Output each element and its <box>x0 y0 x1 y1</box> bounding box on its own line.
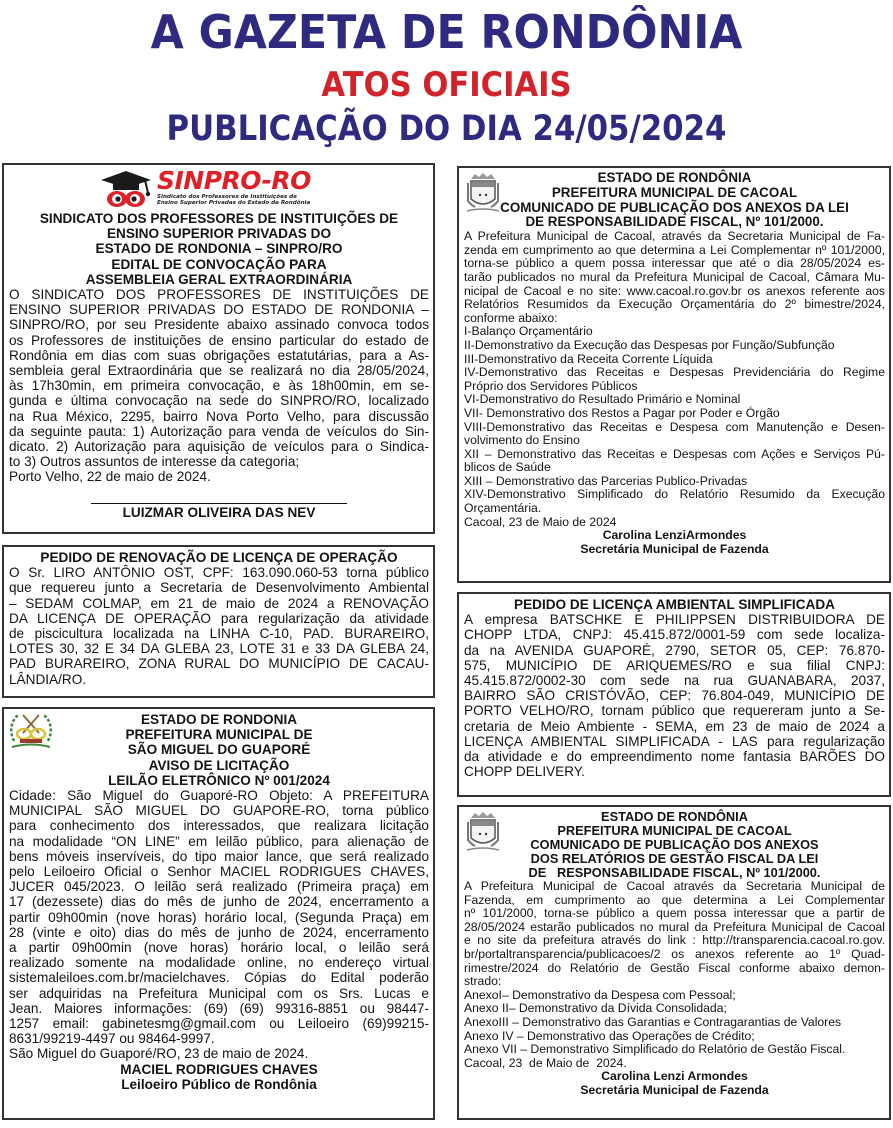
text-line: cretaria de Meio Ambiente - SEMA, em 23 de maio de 2024 a <box>464 718 885 734</box>
sinpro-logo-wordmark: SINPRO-RO <box>157 166 311 195</box>
text-line: realizado somente na modalidade online, no endereço virtual <box>9 955 429 971</box>
cacoal-coat-of-arms-icon <box>463 810 503 854</box>
annex-list <box>464 325 885 515</box>
text-line: na modalidade “ON LINE” em leilão público, para alienação de <box>9 833 429 849</box>
text-line: LICENÇA AMBIENTAL SIMPLIFICADA - LAS para regularização <box>464 733 885 749</box>
notice-cacoal-rgf <box>457 805 891 1120</box>
notice-body <box>9 565 429 687</box>
heading-line: ESTADO DE RONDONIA <box>140 712 298 727</box>
text-line: sembleia geral Extraordinária que se realizará no dia 28/05/2024, <box>9 363 429 379</box>
sinpro-logo-tagline <box>157 194 310 207</box>
notice-body <box>464 230 885 312</box>
notice-heading: PEDIDO DE LICENÇA AMBIENTAL SIMPLIFICADA <box>514 597 835 612</box>
text-line: bens móveis inservíveis, do tipo maior lance, que será realizado <box>9 848 429 864</box>
heading-line: AVISO DE LICITAÇÃO <box>148 757 290 773</box>
place-date: Cacoal, 23 de Maio de 2024. <box>464 1055 627 1070</box>
annex-item <box>464 353 885 367</box>
text-line: to 3) Outros assuntos de interesse da categoria; <box>9 454 300 470</box>
text-line: PAD BURAREIRO, ZONA RURAL DO MUNICÍPIO DE CACAU- <box>9 656 429 672</box>
text-line: nicipal de Cacoal e no site: www.cacoal.ro.gov.br os anexos referente aos <box>464 283 885 298</box>
annex-item <box>464 407 885 421</box>
text-line: 575, MUNICÍPIO DE ARIQUEMES/RO e sua filial CNPJ: <box>464 657 885 673</box>
newspaper-title: A GAZETA DE RONDÔNIA <box>150 5 743 59</box>
heading-line: PREFEITURA MUNICIPAL DE CACOAL <box>551 184 798 200</box>
text-line: A empresa BATSCHKE E PHILIPPSEN DISTRIBUIDORA DE <box>464 612 885 628</box>
signature-line <box>91 503 347 504</box>
text-line: O Sr. LIRO ANTÔNIO OST, CPF: 163.090.060-53 torna público <box>9 565 429 581</box>
annex-item <box>464 339 885 353</box>
annex-list <box>464 989 885 1057</box>
notice-renovacao-licenca <box>2 545 435 698</box>
text-line: BAIRRO SÃO CRISTÓVÃO, CEP: 76.804-049, MUNICÍPIO DE <box>464 688 885 704</box>
signatory-title: Leiloeiro Público de Rondônia <box>121 1076 317 1092</box>
text-line: ENSINO SUPERIOR PRIVADAS DO ESTADO DE RONDONIA – <box>9 302 429 318</box>
annex-item-line: II-Demonstrativo da Execução das Despesas por Função/Subfunção <box>464 337 835 352</box>
annex-item-line: XIV-Demonstrativo Simplificado do Relatório Resumido da Execução <box>464 487 885 502</box>
annex-item-line: VII- Demonstrativo dos Restos a Pagar por Poder e Órgão <box>464 405 780 420</box>
text-line: Fazenda, em cumprimento ao que determina a Lei Complementar <box>464 892 885 907</box>
annex-item <box>464 475 885 489</box>
annex-item <box>464 421 885 448</box>
annex-item <box>464 488 885 515</box>
text-line: pelo Leiloeiro Oficial o Senhor MACIEL RODRIGUES CHAVES, <box>9 864 429 880</box>
text-line: torna-se público a quem possa interessar que até o dia 28/05/2024 es- <box>464 256 885 271</box>
notice-heading: PEDIDO DE RENOVAÇÃO DE LICENÇA DE OPERAÇÃO <box>40 550 398 565</box>
annex-item <box>464 366 885 393</box>
heading-line: PREFEITURA MUNICIPAL DE <box>125 727 313 743</box>
text-line: Jean. Maiores informações: (69) (69) 99316-8851 ou 98447- <box>9 1000 429 1016</box>
notice-heading <box>464 810 885 880</box>
notice-heading <box>464 171 885 230</box>
heading-line: SÃO MIGUEL DO GUAPORÉ <box>127 742 311 758</box>
heading-line: ESTADO DE RONDÔNIA <box>601 809 748 824</box>
notice-body <box>464 612 885 764</box>
text-line: da atividade e do empreendimento nome fantasia BARÕES DO <box>464 749 885 765</box>
signatory-name: Carolina LenziArmondes <box>602 528 747 543</box>
notice-sinpro <box>2 163 435 534</box>
annex-item-line: I-Balanço Orçamentário <box>464 324 593 339</box>
section-title: ATOS OFICIAIS <box>321 65 572 105</box>
text-line: 1257 email: gabinetesmg@gmail.com ou Leiloeiro (69)99215- <box>9 1016 429 1032</box>
text-line: – SEDAM COLMAP, em 21 de maio de 2024 a RENOVAÇÃO <box>9 595 429 611</box>
text-line: Rondônia em dias com suas obrigações estatutárias, para a As- <box>9 347 429 363</box>
text-line: DA LICENÇA DE OPERAÇÃO para regularização da atividade <box>9 610 429 626</box>
heading-line: DE RESPONSABILIDADE FISCAL, Nº 101/2000. <box>528 865 821 880</box>
notice-body-end: conforme abaixo: <box>464 310 558 325</box>
text-line: de piscicultura localizada na LINHA C-10, PAD. BURAREIRO, <box>9 626 429 642</box>
annex-item <box>464 448 885 475</box>
annex-item-line: III-Demonstrativo da Receita Corrente Líquida <box>464 351 713 366</box>
heading-line: LEILÃO ELETRÔNICO Nº 001/2024 <box>108 772 330 788</box>
notice-body <box>9 788 429 1046</box>
text-line: gunda e última convocação na sede do SINPRO/RO, localizado <box>9 393 429 409</box>
text-line: O SINDICATO DOS PROFESSORES DE INSTITUIÇÕES DE <box>9 287 429 303</box>
notice-heading <box>9 712 429 788</box>
notice-heading <box>9 211 429 287</box>
text-line: br/portaltransparencia/publicacoes/2 os anexos referente ao 1º Quad- <box>464 946 885 961</box>
text-line: 8631/99219-4497 ou 98464-9997. <box>9 1031 215 1047</box>
heading-line: ENSINO SUPERIOR PRIVADAS DO <box>106 226 332 242</box>
annex-item-line: Próprio dos Servidores Públicos <box>464 378 638 393</box>
text-line: Relatórios Resumidos da Execução Orçamentária do 2º bimestre/2024, <box>464 297 885 312</box>
heading-line: DOS RELATÓRIOS DE GESTÃO FISCAL DA LEI <box>530 851 819 866</box>
text-line: da seguinte pauta: 1) Autorização para venda de veículos do Sin- <box>9 423 429 439</box>
graduation-cap-owl-icon <box>99 169 153 209</box>
text-line: A Prefeitura Municipal de Cacoal, através da Secretaria Municipal de Fa- <box>464 229 885 244</box>
cacoal-coat-of-arms-icon <box>463 171 503 215</box>
signatory-name: Carolina Lenzi Armondes <box>601 1069 748 1084</box>
annex-item-line: XII – Demonstrativo das Receitas e Despesas com Ações e Serviços Pú- <box>464 446 885 461</box>
annex-item: Anexo VII – Demonstrativo Simplificado do Relatório de Gestão Fiscal. <box>464 1042 846 1057</box>
text-line: LOTES 30, 32 E 34 DA GLEBA 23, LOTE 31 e 33 DA GLEBA 24, <box>9 641 429 657</box>
text-line: JUCER 045/2023. O leilão será realizado (Primeira praça) em <box>9 879 429 895</box>
annex-item: AnexoIII – Demonstrativo das Garantias e Contragarantias de Valores <box>464 1014 842 1029</box>
text-line: Cidade: São Miguel do Guaporé-RO Objeto: A PREFEITURA <box>9 788 429 804</box>
annex-item-line: IV-Demonstrativo das Receitas e Despesas Previdenciária do Regime <box>464 365 885 380</box>
text-line: zenda em cumprimento ao que determina a Lei Complementar nº 101/2000, <box>464 242 885 257</box>
heading-line: COMUNICADO DE PUBLICAÇÃO DOS ANEXOS <box>530 837 819 852</box>
annex-item-line: VIII-Demonstrativo das Receitas e Despesa com Manutenção e Desen- <box>464 419 885 434</box>
annex-item <box>464 393 885 407</box>
text-line: CHOPP LTDA, CNPJ: 45.415.872/0001-59 com sede localiza- <box>464 627 885 643</box>
text-line: para conhecimento dos interessados, que realizara licitação <box>9 818 429 834</box>
text-line: SINPRO/RO, por seu Presidente abaixo assinado convoca todos <box>9 317 429 333</box>
signatory-name: LUIZMAR OLIVEIRA DAS NEV <box>122 504 316 520</box>
text-line: 28/05/2024 estarão publicados no mural da Prefeitura Municipal de Cacoal <box>464 919 885 934</box>
text-line: PORTO VELHO/RO, tornam público que requereram junto a Se- <box>464 703 885 719</box>
annex-item: Anexo IV – Demonstrativo das Operações de Crédito; <box>464 1028 755 1043</box>
masthead <box>0 0 893 158</box>
text-line: 45.415.872/0002-30 com sede na rua GUANABARA, 2037, <box>464 673 885 689</box>
annex-item-line: Orçamentária. <box>464 501 542 516</box>
text-line: partir 09h00min (nove horas) horário local, (Segunda Praça) em <box>9 909 429 925</box>
text-line: tarão publicados no mural da Prefeitura Municipal de Cacoal, Câmara Mu- <box>464 269 885 284</box>
annex-item: Anexo II– Demonstrativo da Dívida Consolidada; <box>464 1001 727 1016</box>
heading-line: SINDICATO DOS PROFESSORES DE INSTITUIÇÕES DE <box>39 211 399 226</box>
notice-body <box>9 287 429 469</box>
signatory-name: MACIEL RODRIGUES CHAVES <box>120 1061 318 1077</box>
annex-item-line: blicos de Saúde <box>464 460 551 475</box>
text-line: sistemaleiloes.com.br/macielchaves. Cópias do Edital poderão <box>9 970 429 986</box>
sao-miguel-coat-of-arms-icon <box>8 711 54 751</box>
text-line: da na AVENIDA GUAPORÉ, 2790, SETOR 05, CEP: 76.870- <box>464 642 885 658</box>
text-line: na Rua México, 2295, bairro Nova Porto Velho, para discussão <box>9 408 429 424</box>
text-line: que requereu junto a Secretaria de Desenvolvimento Ambiental <box>9 580 429 596</box>
heading-line: EDITAL DE CONVOCAÇÃO PARA <box>111 256 327 272</box>
heading-line: PREFEITURA MUNICIPAL DE CACOAL <box>557 823 792 838</box>
heading-line: ASSEMBLEIA GERAL EXTRAORDINÁRIA <box>85 271 353 287</box>
annex-item <box>464 325 885 339</box>
heading-line: ESTADO DE RONDONIA – SINPRO/RO <box>95 241 343 257</box>
annex-item-line: XIII – Demonstrativo das Parcerias Publico-Privadas <box>464 473 748 488</box>
notice-cacoal-rreo <box>457 166 891 583</box>
text-line: a partir 09h00min (nove horas) horário local, o leilão será <box>9 940 429 956</box>
publication-date: PUBLICAÇÃO DO DIA 24/05/2024 <box>166 109 727 149</box>
place-date: Cacoal, 23 de Maio de 2024 <box>464 514 617 529</box>
place-date: São Miguel do Guaporé/RO, 23 de maio de 2024. <box>9 1046 309 1062</box>
text-line: ser adquiridas na Prefeitura Municipal com os Srs. Lucas e <box>9 985 429 1001</box>
notice-body <box>464 880 885 975</box>
text-line: 28 (vinte e oito) dias do mês de junho de 2024, encerramento <box>9 924 429 940</box>
sinpro-logo <box>99 168 339 210</box>
signatory-title: Secretária Municipal de Fazenda <box>580 541 769 556</box>
text-line: os Professores de instituições de ensino particular do estado de <box>9 332 429 348</box>
heading-line: ESTADO DE RONDÔNIA <box>597 170 752 185</box>
text-line: LÂNDIA/RO. <box>9 671 87 687</box>
annex-item-line: volvimento do Ensino <box>464 433 580 448</box>
heading-line: COMUNICADO DE PUBLICAÇÃO DOS ANEXOS DA LEI <box>500 199 849 215</box>
signatory-title: Secretária Municipal de Fazenda <box>580 1082 769 1097</box>
text-line: nº 101/2000, torna-se público a quem possa interessar que a partir de <box>464 906 885 921</box>
annex-item: AnexoI– Demonstrativo da Despesa com Pessoal; <box>464 987 736 1002</box>
text-line: A Prefeitura Municipal de Cacoal através da Secretaria Municipal de <box>464 879 885 893</box>
place-date: Porto Velho, 22 de maio de 2024. <box>9 469 211 485</box>
tagline-line: Sindicato dos Professores de Instituições de <box>157 194 297 200</box>
text-line: MUNICIPAL SÃO MIGUEL DO GUAPORE-RO, torna público <box>9 803 429 819</box>
notice-body-end: CHOPP DELIVERY. <box>464 764 585 780</box>
text-line: e no site da prefeitura através do link : http://transparencia.cacoal.ro.gov. <box>464 933 885 948</box>
heading-line: DE RESPONSABILIDADE FISCAL, Nº 101/2000. <box>525 214 824 230</box>
text-line: rimestre/2024 do Relatório de Gestão Fiscal conforme abaixo demon- <box>464 960 885 975</box>
annex-item-line: VI-Demonstrativo do Resultado Primário e Nominal <box>464 392 741 407</box>
text-line: às 17h30min, em primeira convocação, e às 18h00min, em se- <box>9 378 429 394</box>
tagline-line: Ensino Superior Privadas do Estado de Rondônia <box>157 200 311 207</box>
notice-body-end: strado: <box>464 974 502 989</box>
text-line: 17 (dezessete) dias do mês de junho de 2024, encerramento a <box>9 894 429 910</box>
text-line: dicato. 2) Autorização para aquisição de veículos para o Sindica- <box>9 439 429 455</box>
notice-leilao <box>2 707 435 1120</box>
notice-licenca-ambiental <box>457 592 891 797</box>
